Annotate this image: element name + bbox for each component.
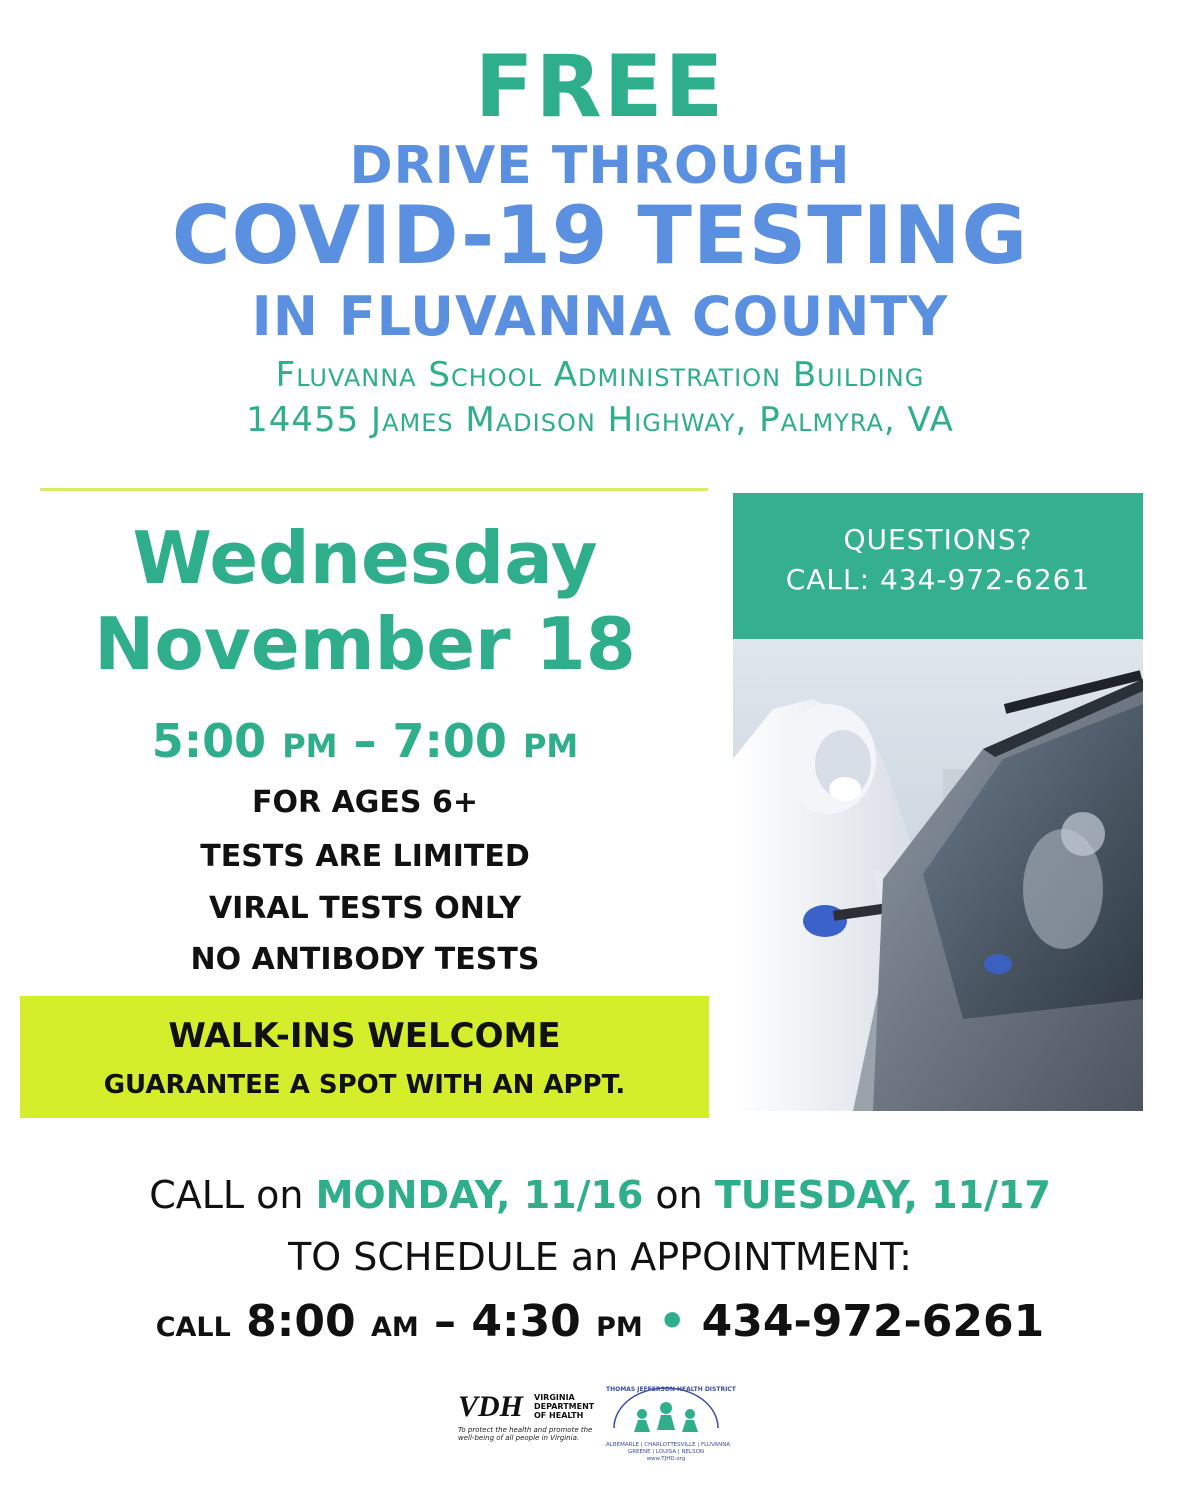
schedule-line: TO SCHEDULE an APPOINTMENT: bbox=[288, 1235, 912, 1279]
questions-label: QUESTIONS? bbox=[843, 523, 1033, 556]
county-heading: IN FLUVANNA COUNTY bbox=[251, 285, 949, 348]
hours-pm: pm bbox=[596, 1301, 643, 1345]
info-no-word: NO bbox=[190, 942, 242, 977]
hours-end: 4:30 bbox=[471, 1296, 581, 1347]
tjhd-localities-line1: ALBEMARLE | CHARLOTTESVILLE | FLUVANNA bbox=[606, 1442, 731, 1448]
hours-start: 8:00 bbox=[246, 1296, 356, 1347]
hours-dash: – bbox=[434, 1296, 457, 1347]
call-hours-line bbox=[0, 1296, 1200, 1347]
vdh-name-line3: OF HEALTH bbox=[534, 1410, 584, 1420]
vdh-mark: VDH bbox=[458, 1390, 524, 1423]
info-antibody-text: ANTIBODY TESTS bbox=[241, 942, 540, 977]
tjhd-localities bbox=[606, 1442, 731, 1463]
time-end: 7:00 bbox=[392, 714, 507, 768]
time-dash: – bbox=[353, 714, 377, 768]
vdh-name bbox=[534, 1394, 594, 1420]
divider-line bbox=[40, 488, 708, 491]
tjhd-url: www.TJHD.org bbox=[646, 1456, 686, 1463]
hours-am: am bbox=[370, 1301, 419, 1345]
phone-number: 434-972-6261 bbox=[701, 1296, 1045, 1347]
vdh-name-line2: DEPARTMENT bbox=[534, 1401, 595, 1411]
testing-photo bbox=[733, 639, 1143, 1111]
call-days-line bbox=[0, 1173, 1200, 1217]
time-start: 5:00 bbox=[151, 714, 267, 768]
location-address: 14455 James Madison Highway, Palmyra, VA bbox=[246, 400, 954, 440]
vdh-tagline-line2: well-being of all people in Virginia. bbox=[458, 1434, 580, 1443]
separator-dot: • bbox=[658, 1296, 687, 1347]
free-headline: FREE bbox=[474, 37, 726, 137]
location-building: Fluvanna School Administration Building bbox=[275, 355, 925, 395]
time-end-ampm: pm bbox=[522, 714, 579, 768]
tjhd-localities-line2: GREENE | LOUISA | NELSON bbox=[627, 1449, 705, 1456]
call-tuesday: TUESDAY, 11/17 bbox=[714, 1173, 1051, 1217]
call-on-text: on bbox=[643, 1173, 715, 1217]
testing-photo-illustration bbox=[733, 639, 1143, 1111]
walkin-line2: GUARANTEE A SPOT WITH AN APPT. bbox=[103, 1070, 626, 1100]
event-date: November 18 bbox=[94, 602, 636, 686]
walkin-banner bbox=[20, 996, 709, 1118]
questions-box bbox=[733, 493, 1143, 639]
info-antibody bbox=[20, 942, 710, 977]
tjhd-logo bbox=[606, 1384, 736, 1474]
event-day: Wednesday bbox=[132, 516, 598, 600]
call-monday: MONDAY, 11/16 bbox=[315, 1173, 644, 1217]
drive-through-heading: DRIVE THROUGH bbox=[349, 136, 851, 196]
tjhd-name: THOMAS JEFFERSON HEALTH DISTRICT bbox=[606, 1386, 736, 1393]
call-label: call bbox=[155, 1301, 231, 1345]
info-ages: FOR AGES 6+ bbox=[252, 785, 478, 820]
time-start-ampm: pm bbox=[282, 714, 338, 768]
call-text: CALL on bbox=[149, 1173, 316, 1217]
questions-phone: CALL: 434-972-6261 bbox=[785, 563, 1091, 596]
event-time bbox=[20, 714, 710, 768]
vdh-tagline bbox=[458, 1426, 592, 1443]
walkin-line1: WALK-INS WELCOME bbox=[168, 1016, 561, 1056]
covid-testing-heading: COVID-19 TESTING bbox=[171, 189, 1029, 282]
info-limited: TESTS ARE LIMITED bbox=[200, 839, 530, 874]
vdh-tagline-line1: To protect the health and promote the bbox=[458, 1426, 593, 1434]
vdh-name-line1: VIRGINIA bbox=[534, 1393, 575, 1402]
vdh-logo bbox=[458, 1392, 598, 1458]
info-viral: VIRAL TESTS ONLY bbox=[208, 891, 522, 926]
